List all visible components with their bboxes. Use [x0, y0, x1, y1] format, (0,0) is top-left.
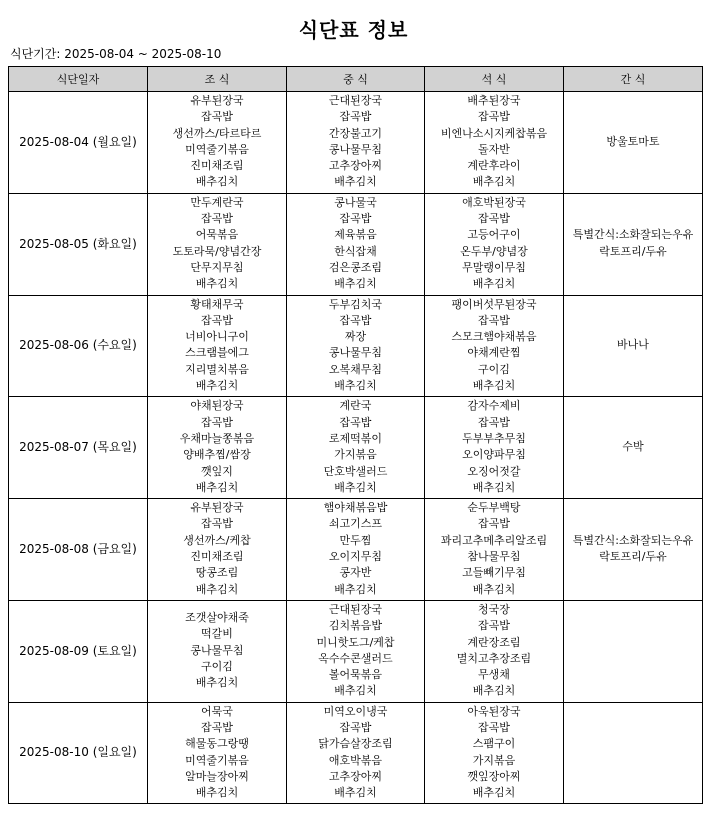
menu-item: 생선까스/타르타르 — [172, 126, 262, 140]
menu-item: 계란국 — [339, 399, 372, 413]
lunch-cell — [287, 92, 425, 194]
menu-item: 깻잎지 — [201, 464, 233, 478]
breakfast-cell — [148, 295, 287, 397]
date-cell: 2025-08-07 (목요일) — [9, 397, 148, 499]
dinner-cell — [425, 499, 564, 601]
menu-item: 땅콩조림 — [195, 566, 239, 580]
menu-item: 김치볶음밥 — [328, 619, 383, 633]
header-lunch: 중 식 — [287, 67, 425, 92]
menu-item: 잡곡밥 — [478, 720, 510, 734]
dinner-cell — [425, 702, 564, 804]
menu-item: 배추김치 — [334, 480, 377, 494]
menu-item: 비엔나소시지케찹볶음 — [440, 126, 548, 140]
snack-cell — [564, 397, 703, 499]
menu-item: 잡곡밥 — [339, 313, 372, 327]
menu-item: 오이지무침 — [328, 550, 383, 564]
menu-item: 알마늘장아찌 — [185, 769, 249, 783]
menu-item: 지리멸치볶음 — [185, 362, 249, 376]
menu-item: 배추김치 — [195, 676, 239, 690]
menu-item: 배추된장국 — [467, 94, 521, 107]
menu-item: 배추김치 — [334, 379, 377, 393]
menu-item: 순두부백탕 — [467, 501, 521, 515]
menu-item: 두부김치국 — [328, 297, 383, 311]
menu-item: 배추김치 — [195, 786, 239, 800]
menu-item: 잡곡밥 — [201, 313, 233, 327]
menu-item: 잡곡밥 — [201, 110, 233, 124]
menu-item: 한식잡채 — [334, 244, 377, 258]
lunch-cell — [287, 600, 425, 702]
menu-item: 고들빼기무침 — [462, 566, 526, 580]
table-row — [9, 397, 703, 499]
menu-item: 콩나물무침 — [328, 142, 383, 156]
menu-item: 스모크햄야채볶음 — [451, 330, 537, 344]
menu-item: 미역줄기볶음 — [185, 753, 249, 767]
menu-item: 짜장 — [344, 330, 367, 344]
menu-item: 유부된장국 — [190, 501, 244, 515]
table-row — [9, 600, 703, 702]
menu-item: 햄야채볶음밥 — [323, 501, 388, 515]
menu-item: 잡곡밥 — [478, 415, 510, 429]
menu-item: 잡곡밥 — [201, 212, 233, 226]
menu-item: 콩나물국 — [334, 195, 377, 209]
breakfast-cell — [148, 600, 287, 702]
menu-item: 계란후라이 — [467, 159, 521, 173]
menu-item: 구이김 — [478, 362, 510, 376]
menu-item: 잡곡밥 — [339, 415, 372, 429]
menu-item: 근대된장국 — [328, 94, 383, 107]
header-snack: 간 식 — [564, 67, 703, 92]
menu-item: 배추김치 — [334, 582, 377, 596]
menu-item: 미역줄기볶음 — [185, 142, 249, 156]
menu-item: 감자수제비 — [467, 399, 521, 413]
meal-period: 식단기간: 2025-08-04 ~ 2025-08-10 — [10, 47, 222, 61]
menu-item: 배추김치 — [334, 786, 377, 800]
menu-item: 잡곡밥 — [201, 517, 233, 531]
header-breakfast: 조 식 — [148, 67, 287, 92]
menu-item: 돌자반 — [478, 142, 510, 156]
menu-item: 생선까스/케찹 — [183, 533, 251, 547]
menu-item: 배추김치 — [195, 582, 239, 596]
menu-item: 잡곡밥 — [478, 517, 510, 531]
menu-item: 배추김치 — [195, 175, 239, 189]
menu-item: 잡곡밥 — [201, 720, 233, 734]
menu-item: 배추김치 — [472, 582, 516, 596]
menu-item: 단호박샐러드 — [323, 464, 388, 478]
menu-item: 배추김치 — [334, 277, 377, 291]
menu-item: 온두부/양념장 — [460, 244, 528, 258]
menu-item: 배추김치 — [472, 480, 516, 494]
menu-item: 방울토마토 — [606, 134, 660, 148]
menu-item: 간장불고기 — [328, 126, 383, 140]
menu-item: 스팸구이 — [472, 737, 516, 751]
menu-item: 고추장아찌 — [328, 159, 383, 173]
menu-item: 바나나 — [617, 338, 649, 352]
menu-item: 오복채무침 — [328, 362, 383, 376]
menu-item: 볼어묵볶음 — [328, 668, 383, 682]
menu-item: 잡곡밥 — [478, 212, 510, 226]
breakfast-cell — [148, 193, 287, 295]
page-title: 식단표 정보 — [298, 18, 409, 42]
menu-item: 배추김치 — [472, 277, 516, 291]
menu-item: 가지볶음 — [472, 753, 516, 767]
table-row — [9, 92, 703, 194]
dinner-cell — [425, 295, 564, 397]
menu-item: 두부부추무침 — [462, 431, 526, 445]
dinner-cell — [425, 92, 564, 194]
snack-cell — [564, 193, 703, 295]
date-cell: 2025-08-04 (월요일) — [9, 92, 148, 194]
menu-item: 깻잎장아찌 — [467, 769, 521, 783]
menu-item: 청국장 — [478, 602, 510, 616]
menu-item: 배추김치 — [334, 175, 377, 189]
menu-item: 떡갈비 — [201, 627, 233, 641]
menu-item: 배추김치 — [472, 379, 516, 393]
menu-item: 유부된장국 — [190, 94, 244, 107]
menu-item: 잡곡밥 — [478, 110, 510, 124]
dinner-cell — [425, 397, 564, 499]
menu-item: 멸치고추장조림 — [456, 651, 532, 665]
menu-item: 무말랭이무침 — [462, 260, 526, 274]
menu-item: 팽이버섯무된장국 — [451, 297, 537, 311]
menu-item: 콩자반 — [339, 566, 372, 580]
dinner-cell — [425, 600, 564, 702]
date-cell: 2025-08-08 (금요일) — [9, 499, 148, 601]
menu-item: 가지볶음 — [334, 448, 377, 462]
menu-item: 우채마늘쫑볶음 — [179, 431, 255, 445]
table-row — [9, 193, 703, 295]
menu-item: 아욱된장국 — [467, 704, 521, 718]
header-dinner: 석 식 — [425, 67, 564, 92]
menu-item: 특별간식:소화잘되는우유 — [572, 533, 694, 547]
menu-item: 쇠고기스프 — [328, 517, 383, 531]
dinner-cell — [425, 193, 564, 295]
table-row — [9, 702, 703, 804]
lunch-cell — [287, 499, 425, 601]
lunch-cell — [287, 702, 425, 804]
menu-item: 해물동그랑땡 — [185, 737, 249, 751]
menu-item: 잡곡밥 — [478, 313, 510, 327]
table-header-row — [9, 67, 703, 92]
snack-cell — [564, 600, 703, 702]
lunch-cell — [287, 295, 425, 397]
menu-item: 미역오이냉국 — [323, 704, 388, 718]
menu-item: 배추김치 — [472, 786, 516, 800]
menu-item: 계란장조림 — [467, 635, 521, 649]
menu-item: 만두계란국 — [190, 195, 244, 209]
meal-table — [8, 66, 703, 804]
snack-cell — [564, 702, 703, 804]
menu-item: 구이김 — [201, 659, 233, 673]
menu-item: 진미채조림 — [190, 550, 244, 564]
menu-item: 배추김치 — [472, 684, 516, 698]
date-cell: 2025-08-05 (화요일) — [9, 193, 148, 295]
menu-item: 어묵국 — [201, 704, 233, 718]
lunch-cell — [287, 193, 425, 295]
menu-item: 잡곡밥 — [201, 415, 233, 429]
menu-item: 야채계란찜 — [467, 346, 521, 360]
menu-item: 무생채 — [478, 668, 510, 682]
menu-item: 락토프리/두유 — [599, 244, 667, 258]
menu-item: 검은콩조림 — [328, 260, 383, 274]
menu-item: 옥수수콘샐러드 — [318, 651, 393, 665]
menu-item: 애호박볶음 — [328, 753, 383, 767]
menu-item: 잡곡밥 — [339, 212, 372, 226]
breakfast-cell — [148, 499, 287, 601]
menu-item: 어묵볶음 — [195, 228, 239, 242]
table-row — [9, 499, 703, 601]
breakfast-cell — [148, 397, 287, 499]
menu-item: 꽈리고추메추리알조림 — [440, 533, 548, 547]
menu-item: 특별간식:소화잘되는우유 — [572, 228, 694, 242]
menu-item: 만두찜 — [339, 533, 372, 547]
table-row — [9, 295, 703, 397]
snack-cell — [564, 499, 703, 601]
breakfast-cell — [148, 92, 287, 194]
menu-item: 오징어젓갈 — [467, 464, 521, 478]
menu-item: 콩나물무침 — [190, 643, 244, 657]
menu-item: 스크램블에그 — [185, 346, 249, 360]
menu-item: 콩나물무침 — [328, 346, 383, 360]
menu-item: 근대된장국 — [328, 602, 383, 616]
meal-table-body — [9, 92, 703, 804]
menu-item: 고등어구이 — [467, 228, 521, 242]
menu-item: 배추김치 — [334, 684, 377, 698]
menu-item: 야채된장국 — [190, 399, 244, 413]
menu-item: 잡곡밥 — [339, 720, 372, 734]
menu-item: 조갯살야채죽 — [185, 611, 249, 625]
menu-item: 배추김치 — [195, 480, 239, 494]
menu-item: 배추김치 — [472, 175, 516, 189]
menu-item: 락토프리/두유 — [599, 550, 667, 564]
menu-item: 잡곡밥 — [478, 619, 510, 633]
snack-cell — [564, 92, 703, 194]
menu-item: 오이양파무침 — [462, 448, 526, 462]
date-cell: 2025-08-06 (수요일) — [9, 295, 148, 397]
date-cell: 2025-08-09 (토요일) — [9, 600, 148, 702]
menu-item: 도토라묵/양념간장 — [172, 244, 262, 258]
lunch-cell — [287, 397, 425, 499]
menu-item: 참나물무침 — [467, 550, 521, 564]
menu-item: 애호박된장국 — [462, 195, 526, 209]
header-date: 식단일자 — [9, 67, 148, 92]
menu-item: 닭가슴살장조림 — [318, 737, 393, 751]
menu-item: 고추장아찌 — [328, 769, 383, 783]
menu-item: 배추김치 — [195, 277, 239, 291]
breakfast-cell — [148, 702, 287, 804]
menu-item: 로제떡볶이 — [328, 431, 383, 445]
menu-item: 미니핫도그/케찹 — [316, 635, 395, 649]
date-cell: 2025-08-10 (일요일) — [9, 702, 148, 804]
menu-item: 잡곡밥 — [339, 110, 372, 124]
menu-item: 배추김치 — [195, 379, 239, 393]
menu-item: 제육볶음 — [334, 228, 377, 242]
menu-item: 단무지무침 — [190, 260, 244, 274]
menu-item: 황태채무국 — [190, 297, 244, 311]
menu-item: 진미채조림 — [190, 159, 244, 173]
menu-item: 너비아니구이 — [185, 330, 249, 344]
menu-item: 양배추찜/쌈장 — [183, 448, 251, 462]
snack-cell — [564, 295, 703, 397]
menu-item: 수박 — [622, 440, 644, 454]
